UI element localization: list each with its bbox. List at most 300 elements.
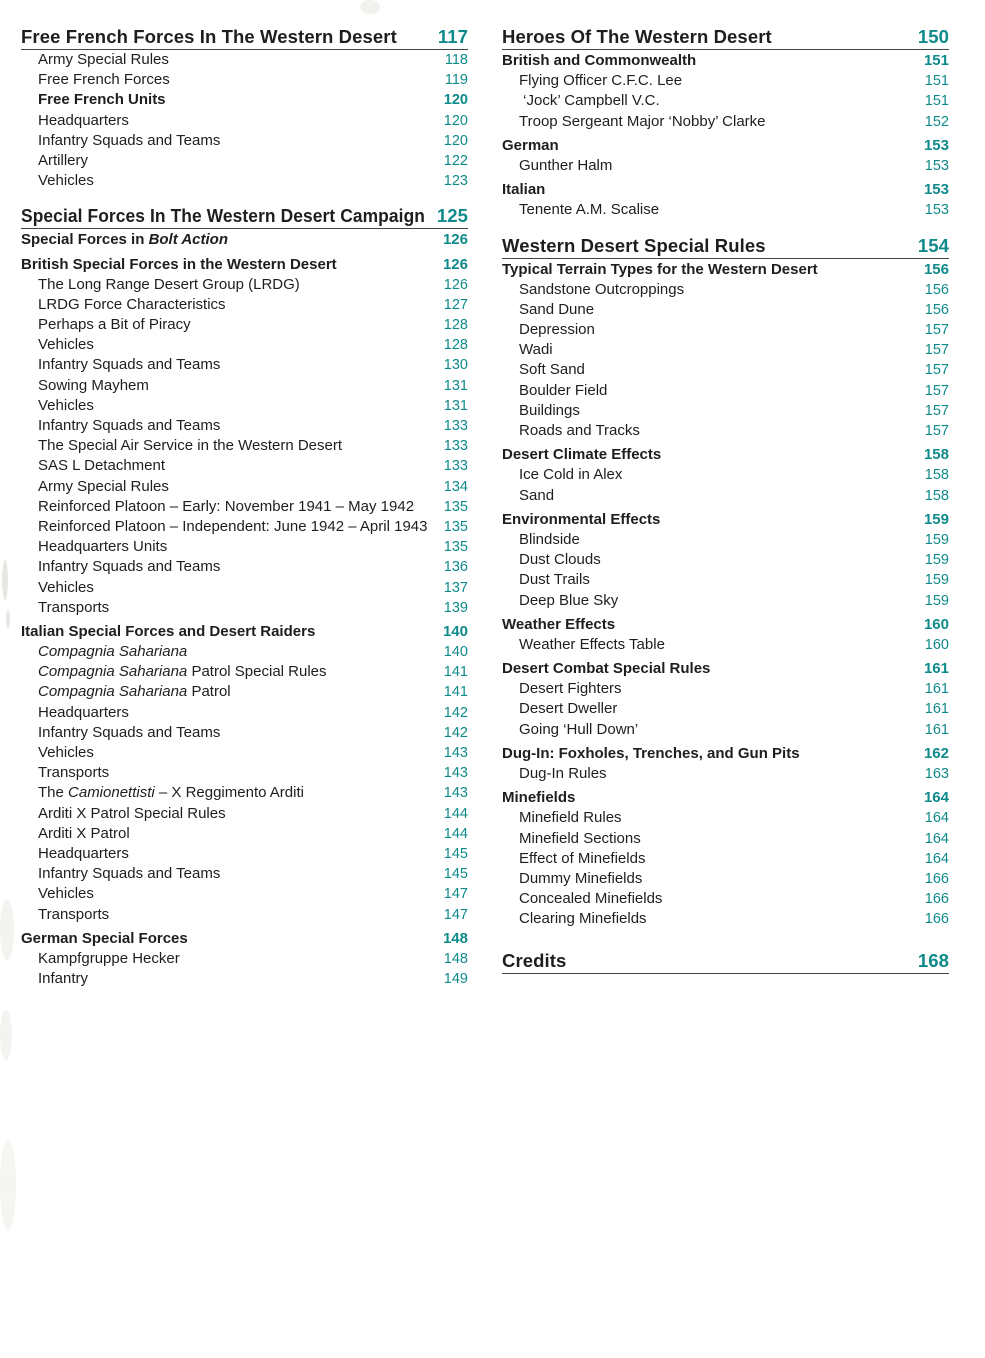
toc-entry-label-text: Transports [38,764,110,782]
toc-section-italian-special-forces-and-desert-raider[interactable] [21,622,468,642]
toc-entry-label [502,788,575,808]
toc-item-going-hull-down[interactable] [502,720,949,740]
toc-page-number: 156 [924,301,949,318]
toc-page-number: 161 [923,660,949,678]
toc-entry-label-text: Free French Forces In The Western Desert [21,26,397,47]
toc-item-clearing-minefields[interactable] [502,909,949,929]
toc-entry-label [519,381,607,401]
toc-entry-label [21,622,315,642]
toc-page-number: 123 [443,173,468,190]
toc-entry-label-text: Going ‘Hull Down’ [519,720,639,738]
toc-section-weather-effects[interactable] [502,615,949,635]
toc-section-minefields[interactable] [502,788,949,808]
toc-page-number: 147 [443,906,468,923]
toc-entry-label-text: Vehicles [38,578,94,596]
toc-left-column [21,26,468,989]
toc-page-number: 118 [444,52,468,68]
toc-entry-label [502,235,766,257]
toc-entry-label-text: Clearing Minefields [519,910,647,928]
toc-section-desert-climate-effects[interactable] [502,445,949,465]
toc-entry-label-text: Vehicles [38,744,94,761]
toc-page-number: 157 [924,342,949,359]
toc-entry-label-text: Patrol Special Rules [187,663,327,681]
toc-page-number: 164 [923,789,949,807]
toc-entry-label [21,205,425,227]
toc-entry-label [38,151,88,171]
toc-entry-label [38,335,94,355]
toc-entry-label-text: Army Special Rules [38,51,169,68]
toc-entry-label-text: Depression [519,321,595,339]
toc-page-number: 164 [924,810,949,827]
toc-page-number: 139 [443,599,468,616]
toc-entry-label-text: Reinforced Platoon – Independent: June 1942 – April 1943 [38,517,428,535]
toc-item-concealed-minefields[interactable] [502,889,949,909]
toc-entry-label-text: Vehicles [38,172,94,190]
toc-item-reinforced-platoon-independent-june-1942[interactable] [21,517,468,537]
toc-entry-label-text: Dummy Minefields [519,869,643,887]
toc-page-number: 164 [924,850,949,867]
toc-entry-label-text: Artillery [38,151,89,169]
toc-page-number: 166 [924,911,949,928]
toc-item-headquarters[interactable] [21,111,468,131]
toc-entry-label [519,635,665,655]
toc-entry-label [38,275,300,295]
toc-page-number: 159 [923,510,949,528]
toc-entry-label-text: Wadi [519,341,553,359]
toc-entry-label-text: Vehicles [38,336,94,354]
toc-entry-label [502,260,818,280]
toc-entry-label [38,844,129,864]
toc-item-dug-in-rules[interactable] [502,764,949,784]
toc-item-infantry-squads-and-teams[interactable] [21,557,468,577]
toc-section-environmental-effects[interactable] [502,510,949,530]
toc-page-number: 153 [924,202,949,219]
toc-entry-label [38,743,94,763]
toc-item-minefield-rules[interactable] [502,808,949,828]
toc-entry-label [21,26,397,48]
toc-item-troop-sergeant-major-nobby-clarke[interactable] [502,112,949,132]
toc-item-headquarters[interactable] [21,844,468,864]
toc-entry-label-text: Dug-In Rules [519,765,607,782]
toc-entry-label-text: Western Desert Special Rules [502,234,766,256]
toc-item-sowing-mayhem[interactable] [21,376,468,396]
toc-entry-label-text: Reinforced Platoon – Early: November 1941 – May 1942 [38,497,415,515]
toc-entry-label [38,70,170,90]
toc-entry-label-italic: Bolt Action [148,231,228,249]
toc-entry-label-text: Italian [502,181,546,199]
toc-item-boulder-field[interactable] [502,381,949,401]
toc-entry-label-text: Sowing Mayhem [38,376,149,394]
toc-entry-label [519,320,595,340]
toc-entry-label-italic: Camionettisti [68,784,155,802]
toc-item-sas-l-detachment[interactable] [21,456,468,476]
toc-chapter-free-french-forces-in-the-western-desert[interactable] [21,26,468,50]
toc-item-infantry[interactable] [21,969,468,989]
toc-entry-label-text: Infantry [38,970,89,988]
toc-section-british-special-forces-in-the-western-de[interactable] [21,255,468,275]
toc-page-number: 156 [923,260,949,278]
toc-entry-label [38,969,88,989]
toc-entry-label [519,550,601,570]
toc-page-number: 135 [443,518,468,535]
toc-section-italian[interactable] [502,180,949,200]
toc-page-number: 162 [923,744,949,762]
toc-entry-label [519,486,554,506]
toc-page-number: 161 [924,701,949,718]
toc-entry-label [38,642,187,662]
toc-entry-label [38,355,220,375]
toc-entry-label [38,436,342,456]
toc-page-number: 133 [443,438,468,455]
toc-item-vehicles[interactable] [21,578,468,598]
toc-entry-label-text: Minefields [502,789,576,807]
toc-page-number: 126 [443,276,468,293]
toc-entry-label-text: Transports [38,598,110,616]
toc-item-blindside[interactable] [502,530,949,550]
toc-page-number: 153 [923,181,949,199]
toc-entry-label [519,300,594,320]
toc-entry-label-text: Army Special Rules [38,477,169,495]
toc-entry-label [38,396,94,416]
toc-entry-label-text: Desert Climate Effects [502,446,662,464]
toc-item-roads-and-tracks[interactable] [502,421,949,441]
toc-entry-label-italic: Compagnia Sahariana [38,643,188,661]
toc-item-gunther-halm[interactable] [502,156,949,176]
toc-item-desert-dweller[interactable] [502,699,949,719]
toc-entry-label [519,570,590,590]
toc-entry-label [21,255,337,275]
toc-page-number: 145 [443,845,468,862]
toc-page-number: 135 [443,539,468,556]
toc-entry-label [38,295,226,315]
toc-page-number: 120 [443,92,468,109]
toc-entry-label [38,557,220,577]
toc-entry-label [38,905,109,925]
toc-item-infantry-squads-and-teams[interactable] [21,131,468,151]
toc-section-dug-in-foxholes-trenches-and-gun-pits[interactable] [502,744,949,764]
toc-entry-label [519,889,662,909]
toc-entry-label-text: Special Forces in [21,231,149,249]
toc-entry-label [519,91,660,111]
toc-item-wadi[interactable] [502,340,949,360]
toc-item-vehicles[interactable] [21,396,468,416]
toc-entry-label-text: Roads and Tracks [519,422,640,439]
toc-entry-label-text: German Special Forces [21,929,188,947]
toc-chapter-heroes-of-the-western-desert[interactable] [502,26,949,50]
toc-page-number: 136 [443,559,468,576]
toc-entry-label-text: Headquarters [38,703,129,721]
toc-entry-label-text: Desert Combat Special Rules [502,660,711,678]
toc-page-number: 157 [924,322,949,339]
toc-entry-label-text: Infantry Squads and Teams [38,417,221,434]
toc-section-german-special-forces[interactable] [21,929,468,949]
toc-section-british-and-commonwealth[interactable] [502,51,949,71]
toc-entry-label-text: Dust Clouds [519,551,601,569]
toc-page-number: 161 [924,681,949,698]
toc-entry-label-text: Weather Effects Table [519,635,665,653]
toc-item-compagnia-sahariana[interactable] [21,642,468,662]
toc-entry-label [38,662,327,682]
toc-entry-label [38,703,129,723]
toc-entry-label [38,131,220,151]
toc-entry-label [38,315,191,335]
toc-entry-label-text: Soft Sand [519,361,585,379]
toc-item-vehicles[interactable] [21,335,468,355]
toc-entry-label-text: The Special Air Service in the Western Desert [38,437,343,455]
toc-item-sand-dune[interactable] [502,300,949,320]
toc-entry-label [38,416,220,436]
toc-item-deep-blue-sky[interactable] [502,591,949,611]
toc-entry-label-text: Dug-In: Foxholes, Trenches, and Gun Pits [502,744,800,762]
toc-entry-label [502,659,710,679]
toc-item-effect-of-minefields[interactable] [502,849,949,869]
toc-page-number: 133 [443,418,468,434]
toc-item-the-special-air-service-in-the-western-d[interactable] [21,436,468,456]
toc-item-arditi-x-patrol-special-rules[interactable] [21,804,468,824]
toc-section-german[interactable] [502,136,949,156]
toc-item-ice-cold-in-alex[interactable] [502,465,949,485]
toc-item-infantry-squads-and-teams[interactable] [21,416,468,436]
toc-page-number: 145 [443,866,468,883]
toc-entry-label [38,537,167,557]
toc-item-weather-effects-table[interactable] [502,635,949,655]
toc-item-reinforced-platoon-early-november-1941-m[interactable] [21,497,468,517]
toc-page-number: 157 [924,362,949,379]
toc-page-number: 131 [443,377,468,394]
toc-entry-label [519,112,766,132]
toc-page-number: 160 [924,636,949,653]
toc-item-vehicles[interactable] [21,743,468,763]
toc-entry-label [519,530,580,550]
toc-item-free-french-forces[interactable] [21,70,468,90]
toc-entry-label-text: Vehicles [38,885,94,903]
toc-item-army-special-rules[interactable] [21,477,468,497]
toc-entry-label-text: LRDG Force Characteristics [38,295,226,313]
toc-entry-label-text: Special Forces In The Western Desert Campaign [21,205,426,227]
toc-page-number: 144 [443,805,468,822]
toc-entry-label [21,230,228,250]
toc-page-number: 141 [443,664,468,681]
toc-entry-label-text: British Special Forces in the Western Desert [21,255,337,273]
toc-item-kampfgruppe-hecker[interactable] [21,949,468,969]
toc-entry-label [38,497,414,517]
toc-item-jock-campbell-v-c[interactable] [502,91,949,111]
toc-item-dust-clouds[interactable] [502,550,949,570]
toc-item-flying-officer-c-f-c-lee[interactable] [502,71,949,91]
toc-entry-label-text: Weather Effects [502,615,616,633]
toc-page-number: 159 [924,572,949,589]
toc-entry-label-text: Infantry Squads and Teams [38,356,221,374]
toc-section-typical-terrain-types-for-the-western-de[interactable] [502,260,949,280]
toc-page-number: 135 [443,498,468,515]
toc-entry-label-text: Free French Forces [38,71,170,89]
toc-entry-label [38,783,304,803]
toc-entry-label [519,340,553,360]
toc-entry-label-text: Heroes Of The Western Desert [502,26,772,47]
toc-entry-label [38,884,94,904]
toc-entry-label-text: Dust Trails [519,571,590,589]
toc-page-number: 143 [443,785,468,802]
toc-item-minefield-sections[interactable] [502,829,949,849]
toc-item-infantry-squads-and-teams[interactable] [21,355,468,375]
toc-entry-label [38,578,94,598]
toc-entry-label-text: Gunther Halm [519,156,613,174]
toc-entry-label [519,909,647,929]
toc-entry-label-text: Boulder Field [519,381,608,399]
toc-entry-label [519,401,580,421]
toc-entry-label [502,744,800,764]
toc-entry-label-text: Sand Dune [519,300,595,318]
toc-item-sand[interactable] [502,486,949,506]
toc-page-number: 148 [442,929,468,947]
toc-item-the-camionettisti-x-reggimento-arditi[interactable] [21,783,468,803]
toc-entry-label [38,598,109,618]
toc-entry-label-text: – X Reggimento Arditi [154,784,304,802]
toc-item-infantry-squads-and-teams[interactable] [21,864,468,884]
toc-item-vehicles[interactable] [21,171,468,191]
toc-page-number: 159 [924,592,949,609]
toc-entry-label-text: Infantry Squads and Teams [38,723,221,741]
toc-item-soft-sand[interactable] [502,360,949,380]
toc-entry-label-italic: Compagnia Sahariana [38,663,188,681]
toc-item-transports[interactable] [21,905,468,925]
toc-entry-label [38,50,169,70]
toc-chapter-credits[interactable] [502,950,949,974]
toc-entry-label-text: Perhaps a Bit of Piracy [38,316,191,334]
toc-page-number: 142 [443,724,468,741]
toc-item-free-french-units[interactable] [21,90,468,110]
toc-section-bolt-actionspecial-forces-in[interactable] [21,230,468,250]
toc-entry-label [38,723,220,743]
toc-page-number: 152 [924,113,949,130]
toc-chapter-special-forces-in-the-western-desert-cam[interactable] [21,205,468,229]
toc-entry-label [519,421,640,441]
toc-item-compagnia-sahariana-patrol[interactable] [21,682,468,702]
toc-page-number: 157 [924,382,949,399]
toc-entry-label-text: Sand [519,486,555,504]
toc-entry-label-text: Vehicles [38,396,94,414]
toc-page-number: 160 [923,615,949,633]
toc-entry-label-prefix: The [38,784,69,802]
toc-page-number: 151 [924,73,949,90]
toc-entry-label-text: Kampfgruppe Hecker [38,949,180,967]
toc-page-number: 140 [443,644,468,661]
toc-item-the-long-range-desert-group-lrdg[interactable] [21,275,468,295]
toc-entry-label [519,829,641,849]
toc-entry-label [502,180,545,200]
toc-item-buildings[interactable] [502,401,949,421]
toc-entry-label-text: Headquarters Units [38,538,168,556]
toc-item-headquarters-units[interactable] [21,537,468,557]
toc-entry-label-text: Concealed Minefields [519,890,663,908]
toc-entry-label-text: Blindside [519,530,580,548]
toc-entry-label-text: Minefield Sections [519,829,641,847]
toc-page-number: 131 [443,397,468,414]
toc-item-infantry-squads-and-teams[interactable] [21,723,468,743]
toc-entry-label [502,26,772,48]
toc-page-number: 126 [442,255,468,273]
toc-page-number: 153 [923,136,949,154]
toc-item-lrdg-force-characteristics[interactable] [21,295,468,315]
toc-page-number: 143 [443,765,468,782]
toc-page-number: 168 [917,949,949,971]
toc-entry-label [519,156,612,176]
toc-chapter-western-desert-special-rules[interactable] [502,235,949,259]
toc-entry-label [38,949,180,969]
toc-item-sandstone-outcroppings[interactable] [502,280,949,300]
toc-entry-label-text: Minefield Rules [519,809,622,827]
toc-entry-label [502,445,661,465]
toc-item-headquarters[interactable] [21,703,468,723]
toc-entry-label-text: Infantry Squads and Teams [38,558,221,576]
toc-item-compagnia-sahariana-patrol-special-rules[interactable] [21,662,468,682]
toc-page-number: 154 [917,234,949,256]
toc-page-number: 158 [923,446,949,464]
toc-page-number: 137 [443,579,468,596]
toc-item-depression[interactable] [502,320,949,340]
toc-entry-label [519,699,617,719]
toc-page-number: 151 [924,93,949,110]
toc-item-desert-fighters[interactable] [502,679,949,699]
toc-entry-label [519,71,682,91]
toc-entry-label [519,679,622,699]
toc-entry-label-text: ‘Jock’ Campbell V.C. [519,92,660,110]
toc-entry-label [519,591,618,611]
toc-entry-label [21,929,188,949]
toc-page-number: 159 [924,531,949,548]
toc-entry-label [502,510,660,530]
toc-item-transports[interactable] [21,763,468,783]
toc-item-arditi-x-patrol[interactable] [21,824,468,844]
toc-page-number: 153 [924,157,949,174]
toc-entry-label-text: Desert Fighters [519,680,622,698]
toc-section-desert-combat-special-rules[interactable] [502,659,949,679]
toc-page-number: 140 [442,622,468,640]
toc-entry-label-text: Flying Officer C.F.C. Lee [519,72,683,90]
toc-page-number: 158 [924,487,949,504]
toc-entry-label [519,465,622,485]
toc-page-number: 166 [924,870,949,887]
toc-entry-label-text: Deep Blue Sky [519,591,619,609]
toc-entry-label-text: Arditi X Patrol [38,824,130,842]
toc-page-number: 125 [436,205,468,227]
toc-entry-label [38,864,220,884]
toc-entry-label-text: Buildings [519,401,580,419]
toc-page-number: 120 [443,112,468,129]
toc-entry-label [38,376,149,396]
toc-entry-label-text: German [502,136,559,154]
toc-entry-label [38,171,94,191]
toc-page-number: 159 [924,552,949,569]
toc-page-number: 157 [924,402,949,419]
toc-entry-label [519,360,585,380]
toc-item-dummy-minefields[interactable] [502,869,949,889]
toc-page-number: 157 [924,423,949,439]
toc-page-number: 133 [443,458,468,475]
toc-item-vehicles[interactable] [21,884,468,904]
toc-item-perhaps-a-bit-of-piracy[interactable] [21,315,468,335]
toc-item-tenente-a-m-scalise[interactable] [502,200,949,220]
toc-entry-label-text: Headquarters [38,844,129,862]
toc-item-transports[interactable] [21,598,468,618]
toc-entry-label [502,136,559,156]
toc-page-number: 163 [924,766,949,782]
toc-item-army-special-rules[interactable] [21,50,468,70]
toc-item-dust-trails[interactable] [502,570,949,590]
toc-page-number: 130 [443,357,468,374]
toc-item-artillery[interactable] [21,151,468,171]
toc-page-number: 151 [923,52,949,69]
